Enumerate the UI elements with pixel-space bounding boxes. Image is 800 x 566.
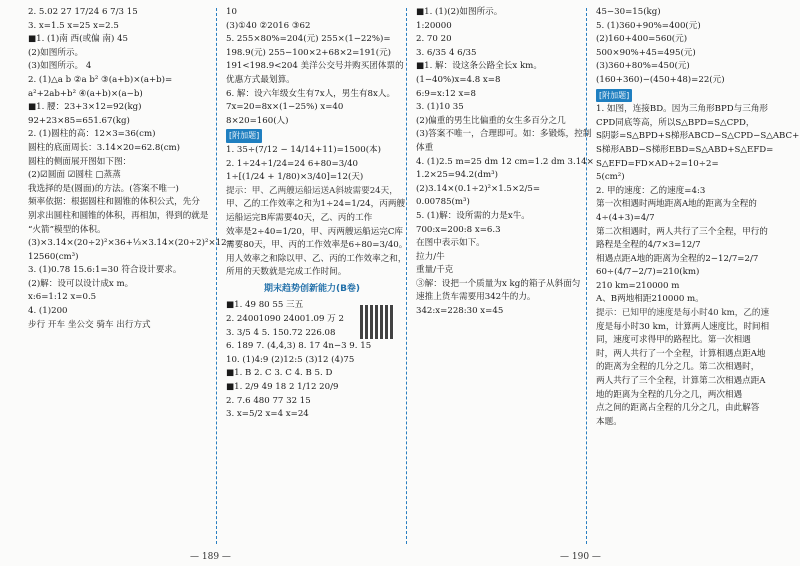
- answer-line: ■1. 49 80 55 三五: [226, 300, 304, 311]
- answer-line: (2)解：设可以设计成x m。: [28, 278, 134, 289]
- answer-line: 在图中表示如下。: [416, 238, 485, 249]
- page-number-right: — 190 —: [560, 552, 601, 562]
- answer-line: (2)3.14×(0.1÷2)²×1.5×2/5=: [416, 183, 541, 194]
- answer-line: 7x=20=8x×(1−25%) x=40: [226, 102, 344, 113]
- answer-line: 5. (1)解：设所需的力是x牛。: [416, 210, 530, 221]
- answer-line: 重量/千克: [416, 265, 454, 276]
- answer-line: 拉力/牛: [416, 251, 445, 262]
- answer-line: 的距离为全程的几分之几。第二次相遇时，: [596, 362, 760, 373]
- column-2: [222, 6, 408, 546]
- answer-line: 2. (1)△a b ②a b² ③(a+b)×(a+b)=: [28, 74, 173, 85]
- answer-line: 4. (1)200: [28, 306, 68, 317]
- answer-line: 提示：已知甲的速度是每小时40 km，乙的速: [596, 308, 770, 319]
- answer-line: 需要80天，甲、丙的工作效率是6÷80=3/40。: [226, 240, 408, 251]
- answer-line: 点之间的距离占全程的几分之几，由此解答: [596, 403, 760, 414]
- answer-line: (1−40%)x=4.8 x=8: [416, 74, 501, 85]
- answer-line: 2. 甲的速度：乙的速度=4:3: [596, 185, 706, 196]
- answer-line: S△EFD=FD×AD÷2=10÷2=: [596, 158, 719, 169]
- answer-line: A、B两地相距210000 m。: [596, 294, 704, 305]
- answer-line: 1. 如图，连接BD。因为三角形BPD与三角形: [596, 104, 769, 115]
- answer-line: 步行 开车 坐公交 骑车 出行方式: [28, 319, 151, 330]
- answer-line: 0.00785(m³): [416, 197, 470, 208]
- section-title: 期末趋势创新能力(B卷): [263, 283, 361, 294]
- answer-line: ■1. B 2. C 3. C 4. B 5. D: [226, 368, 333, 379]
- answer-line: 地的距离为全程的几分之几，两次相遇: [596, 389, 743, 400]
- column-divider: [586, 8, 587, 544]
- answer-line: 191<198.9<204 美洋公交号并购买团体票的: [226, 61, 404, 72]
- column-divider: [216, 8, 217, 544]
- answer-line: 3. 3/5 4 5. 150.72 226.08: [226, 327, 336, 338]
- section-heading: [附加题]: [596, 89, 632, 103]
- answer-line: 甲、乙的工作效率之和为1÷24=1/24，丙两艘: [226, 199, 406, 210]
- answer-line: CPD同底等高，所以S△BPD=S△CPD，: [596, 117, 755, 128]
- answer-line: 2. 1÷24÷1/24=24 6+80=3/40: [226, 158, 359, 169]
- answer-line: (3)①40 ②2016 ③62: [226, 20, 311, 31]
- answer-line: 500×90%+45=495(元): [596, 47, 696, 58]
- answer-line: 342:x=228:30 x=45: [416, 306, 504, 317]
- answer-line: 3. x=5/2 x=4 x=24: [226, 409, 309, 420]
- answer-line: 第二次相遇时，两人共行了三个全程，甲行的: [596, 226, 768, 237]
- answer-line: 用人效率之和除以甲、乙、丙的工作效率之和，: [226, 253, 407, 264]
- answer-line: 3. (1)10 35: [416, 102, 464, 113]
- answer-line: 路程是全程的4/7×3=12/7: [596, 240, 701, 251]
- column-divider: [406, 8, 407, 544]
- answer-line: 3. 6/35 4 6/35: [416, 47, 477, 58]
- answer-line: 2. 70 20: [416, 34, 452, 45]
- answer-line: ■1. (1)南 西(或偏 南) 45: [28, 34, 129, 45]
- column-4: [592, 6, 800, 546]
- answer-line: (3)如图所示。 4: [28, 61, 92, 72]
- answer-line: 运船运完B库需要40天，乙、丙的工作: [226, 212, 373, 223]
- answer-line: ■1. 解：设这条公路全长x km。: [416, 61, 542, 72]
- answer-line: 提示：甲、乙两艘运船运送A斜坡需要24天，: [226, 185, 398, 196]
- answer-line: (2)偏重的男生比偏重的女生多百分之几: [416, 115, 566, 126]
- answer-line: 效率是2÷40=1/20，甲、丙两艘运船运完C库: [226, 226, 403, 237]
- answer-line: ③解：设把一个质量为x kg的箱子从斜面匀: [416, 278, 581, 289]
- answer-line: S阴影=S△BPD+S梯形ABCD−S△CPD−S△ABC+: [596, 131, 800, 142]
- answer-line: (2)如图所示。: [28, 47, 84, 58]
- answer-line: 1:20000: [416, 20, 452, 31]
- answer-line: 优惠方式最划算。: [226, 74, 295, 85]
- answer-line: 1.2×25=94.2(dm³): [416, 170, 498, 181]
- answer-line: 同，速度可求得甲的路程比。第一次相遇: [596, 335, 751, 346]
- answer-line: (2)☑圆面 ☑圆柱 □蒸蒸: [28, 170, 121, 181]
- answer-line: 1÷[(1/24 + 1/80)×3/40]=12(天): [226, 172, 364, 183]
- answer-line: (2)160+400=560(元): [596, 34, 688, 45]
- answer-line: 圆柱的侧面展开图如下图：: [28, 156, 132, 167]
- answer-line: 198.9(元) 255−100×2+68×2=191(元): [226, 47, 392, 58]
- answer-line: 60÷(4/7−2/7)=210(km): [596, 267, 700, 278]
- answer-line: 本题。: [596, 416, 622, 427]
- answer-line: 1. 35÷(7/12 − 14/14+11)=1500(本): [226, 144, 382, 155]
- answer-line: 5. 255×80%=204(元) 255×(1−22%)=: [226, 34, 391, 45]
- answer-line: 10: [226, 7, 237, 17]
- answer-line: 10. (1)4:9 (2)12:5 (3)12 (4)75: [226, 354, 355, 365]
- answer-line: 相遇点距A地的距离为全程的2−12/7=2/7: [596, 253, 759, 264]
- answer-line: 210 km=210000 m: [596, 280, 680, 291]
- section-heading: [附加题]: [226, 129, 262, 143]
- answer-line: 3. (1)0.78 15.6:1=30 符合设计要求。: [28, 265, 182, 276]
- answer-line: 5(cm²): [596, 172, 625, 183]
- answer-line: (3)360+80%=450(元): [596, 61, 690, 72]
- answer-line: 6. 189 7. (4,4,3) 8. 17 4n−3 9. 15: [226, 341, 372, 352]
- answer-line: 92+23×85=651.67(kg): [28, 115, 130, 126]
- answer-line: 度是每小时30 km，计算两人速度比，时间相: [596, 321, 770, 332]
- answer-line: S梯形ABD−S梯形EBD=S△ABD+S△EFD=: [596, 144, 774, 155]
- answer-line: ■1. 2/9 49 18 2 1/12 20/9: [226, 382, 339, 393]
- page-number-left: — 189 —: [190, 552, 231, 562]
- answer-line: 频率依据：根据圆柱和圆锥的体积公式，先分: [28, 197, 200, 208]
- answer-line: 45−30=15(kg): [596, 7, 661, 17]
- column-1: [24, 6, 234, 546]
- qr-code[interactable]: [360, 305, 394, 339]
- answer-line: x:6=1:12 x=0.5: [28, 292, 97, 303]
- answer-line: 速推上货车需要用342牛的力。: [416, 292, 536, 303]
- answer-line: 8×20=160(人): [226, 115, 289, 126]
- answer-line: ■1. 腰：23+3×12=92(kg): [28, 102, 142, 113]
- answer-line: 6:9=x:12 x=8: [416, 88, 476, 99]
- answer-line: 第一次相遇时两地距离A地的距离为全程的: [596, 199, 757, 210]
- answer-line: 3. x=1.5 x=25 x=2.5: [28, 20, 119, 31]
- answer-line: 时，两人共行了一个全程，计算相遇点距A地: [596, 348, 766, 359]
- answer-line: 4÷(4+3)=4/7: [596, 212, 655, 223]
- answer-line: 12560(cm³): [28, 251, 79, 262]
- answer-line: 所用的天数就是完成工作时间。: [226, 267, 347, 278]
- answer-line: 2. 5.02 27 17/24 6 7/3 15: [28, 7, 138, 17]
- answer-line: 5. (1)360+90%=400(元): [596, 20, 701, 31]
- answer-line: 700:x=200:8 x=6.3: [416, 224, 501, 235]
- answer-line: 两人共行了三个全程，计算第二次相遇点距A: [596, 376, 766, 387]
- answer-line: 2. (1)圆柱的高：12×3=36(cm): [28, 129, 156, 140]
- answer-line: (3)答案不唯一，合理即可。如：多锻炼，控制: [416, 129, 592, 140]
- answer-line: (3)×3.14×(20÷2)²×36+⅓×3.14×(20÷2)²×12=: [28, 238, 234, 249]
- answer-line: 圆柱的底面周长：3.14×20=62.8(cm): [28, 142, 181, 153]
- answer-line: 别求出圆柱和圆锥的体积，再相加，得到的就是: [28, 210, 209, 221]
- answer-line: 体重: [416, 142, 434, 153]
- column-3: [412, 6, 594, 546]
- answer-line: 我选择的是(圆面)的方法。(答案不唯一): [28, 183, 179, 194]
- answer-line: 2. 24001090 24001.09 万 2: [226, 314, 344, 325]
- answer-line: 2. 7.6 480 77 32 15: [226, 395, 311, 406]
- answer-line: 4. (1)2.5 m=25 dm 12 cm=1.2 dm 3.14×: [416, 156, 594, 167]
- answer-line: “火箭”模型的体积。: [28, 224, 106, 235]
- answer-line: ■1. (1)(2)如图所示。: [416, 7, 503, 17]
- answer-line: a²+2ab+b² ④(a+b)×(a−b): [28, 88, 143, 99]
- answer-line: 6. 解：设六年级女生有7x人，男生有8x人。: [226, 88, 396, 99]
- answer-line: (160+360)−(450+48)=22(元): [596, 74, 725, 85]
